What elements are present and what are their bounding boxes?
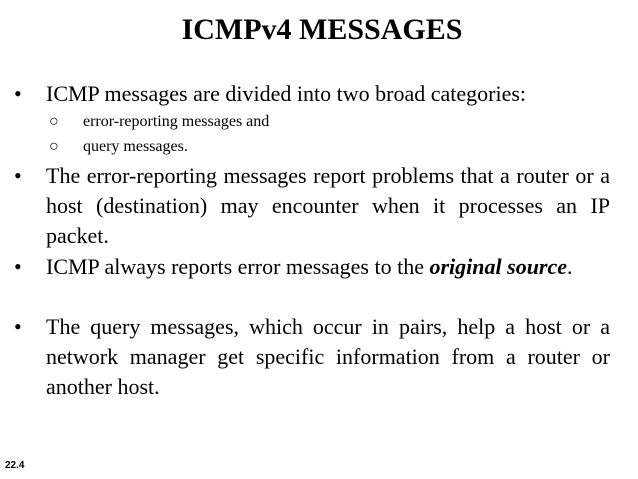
sub-item-text: query messages. [83, 138, 188, 155]
bullet-marker: • [14, 254, 22, 279]
bullet-text: The query messages, which occur in pairs, help a host or a network manager get specific information from a router or another host. [46, 314, 610, 399]
slide-title: ICMPv4 MESSAGES [181, 13, 463, 46]
bullet-text-lead: ICMP always reports error messages to the [46, 254, 430, 279]
bullet-text [46, 252, 610, 282]
emphasis-original-source: original source [429, 254, 568, 279]
sub-item-text: error-reporting messages and [83, 113, 270, 130]
sub-marker: ○ [49, 138, 59, 155]
bullet-text: ICMP messages are divided into two broad categories: [46, 81, 527, 106]
sub-marker: ○ [49, 113, 59, 130]
bullet-text: The error-reporting messages report problems that a router or a host (destination) may encounter when it processes an IP packet. [46, 163, 610, 248]
bullet-marker: • [14, 81, 22, 106]
bullet-marker: • [14, 314, 22, 339]
slide-number: 22.4 [5, 460, 25, 471]
bullet-text-tail: . [567, 254, 573, 279]
bullet-marker: • [14, 163, 22, 188]
